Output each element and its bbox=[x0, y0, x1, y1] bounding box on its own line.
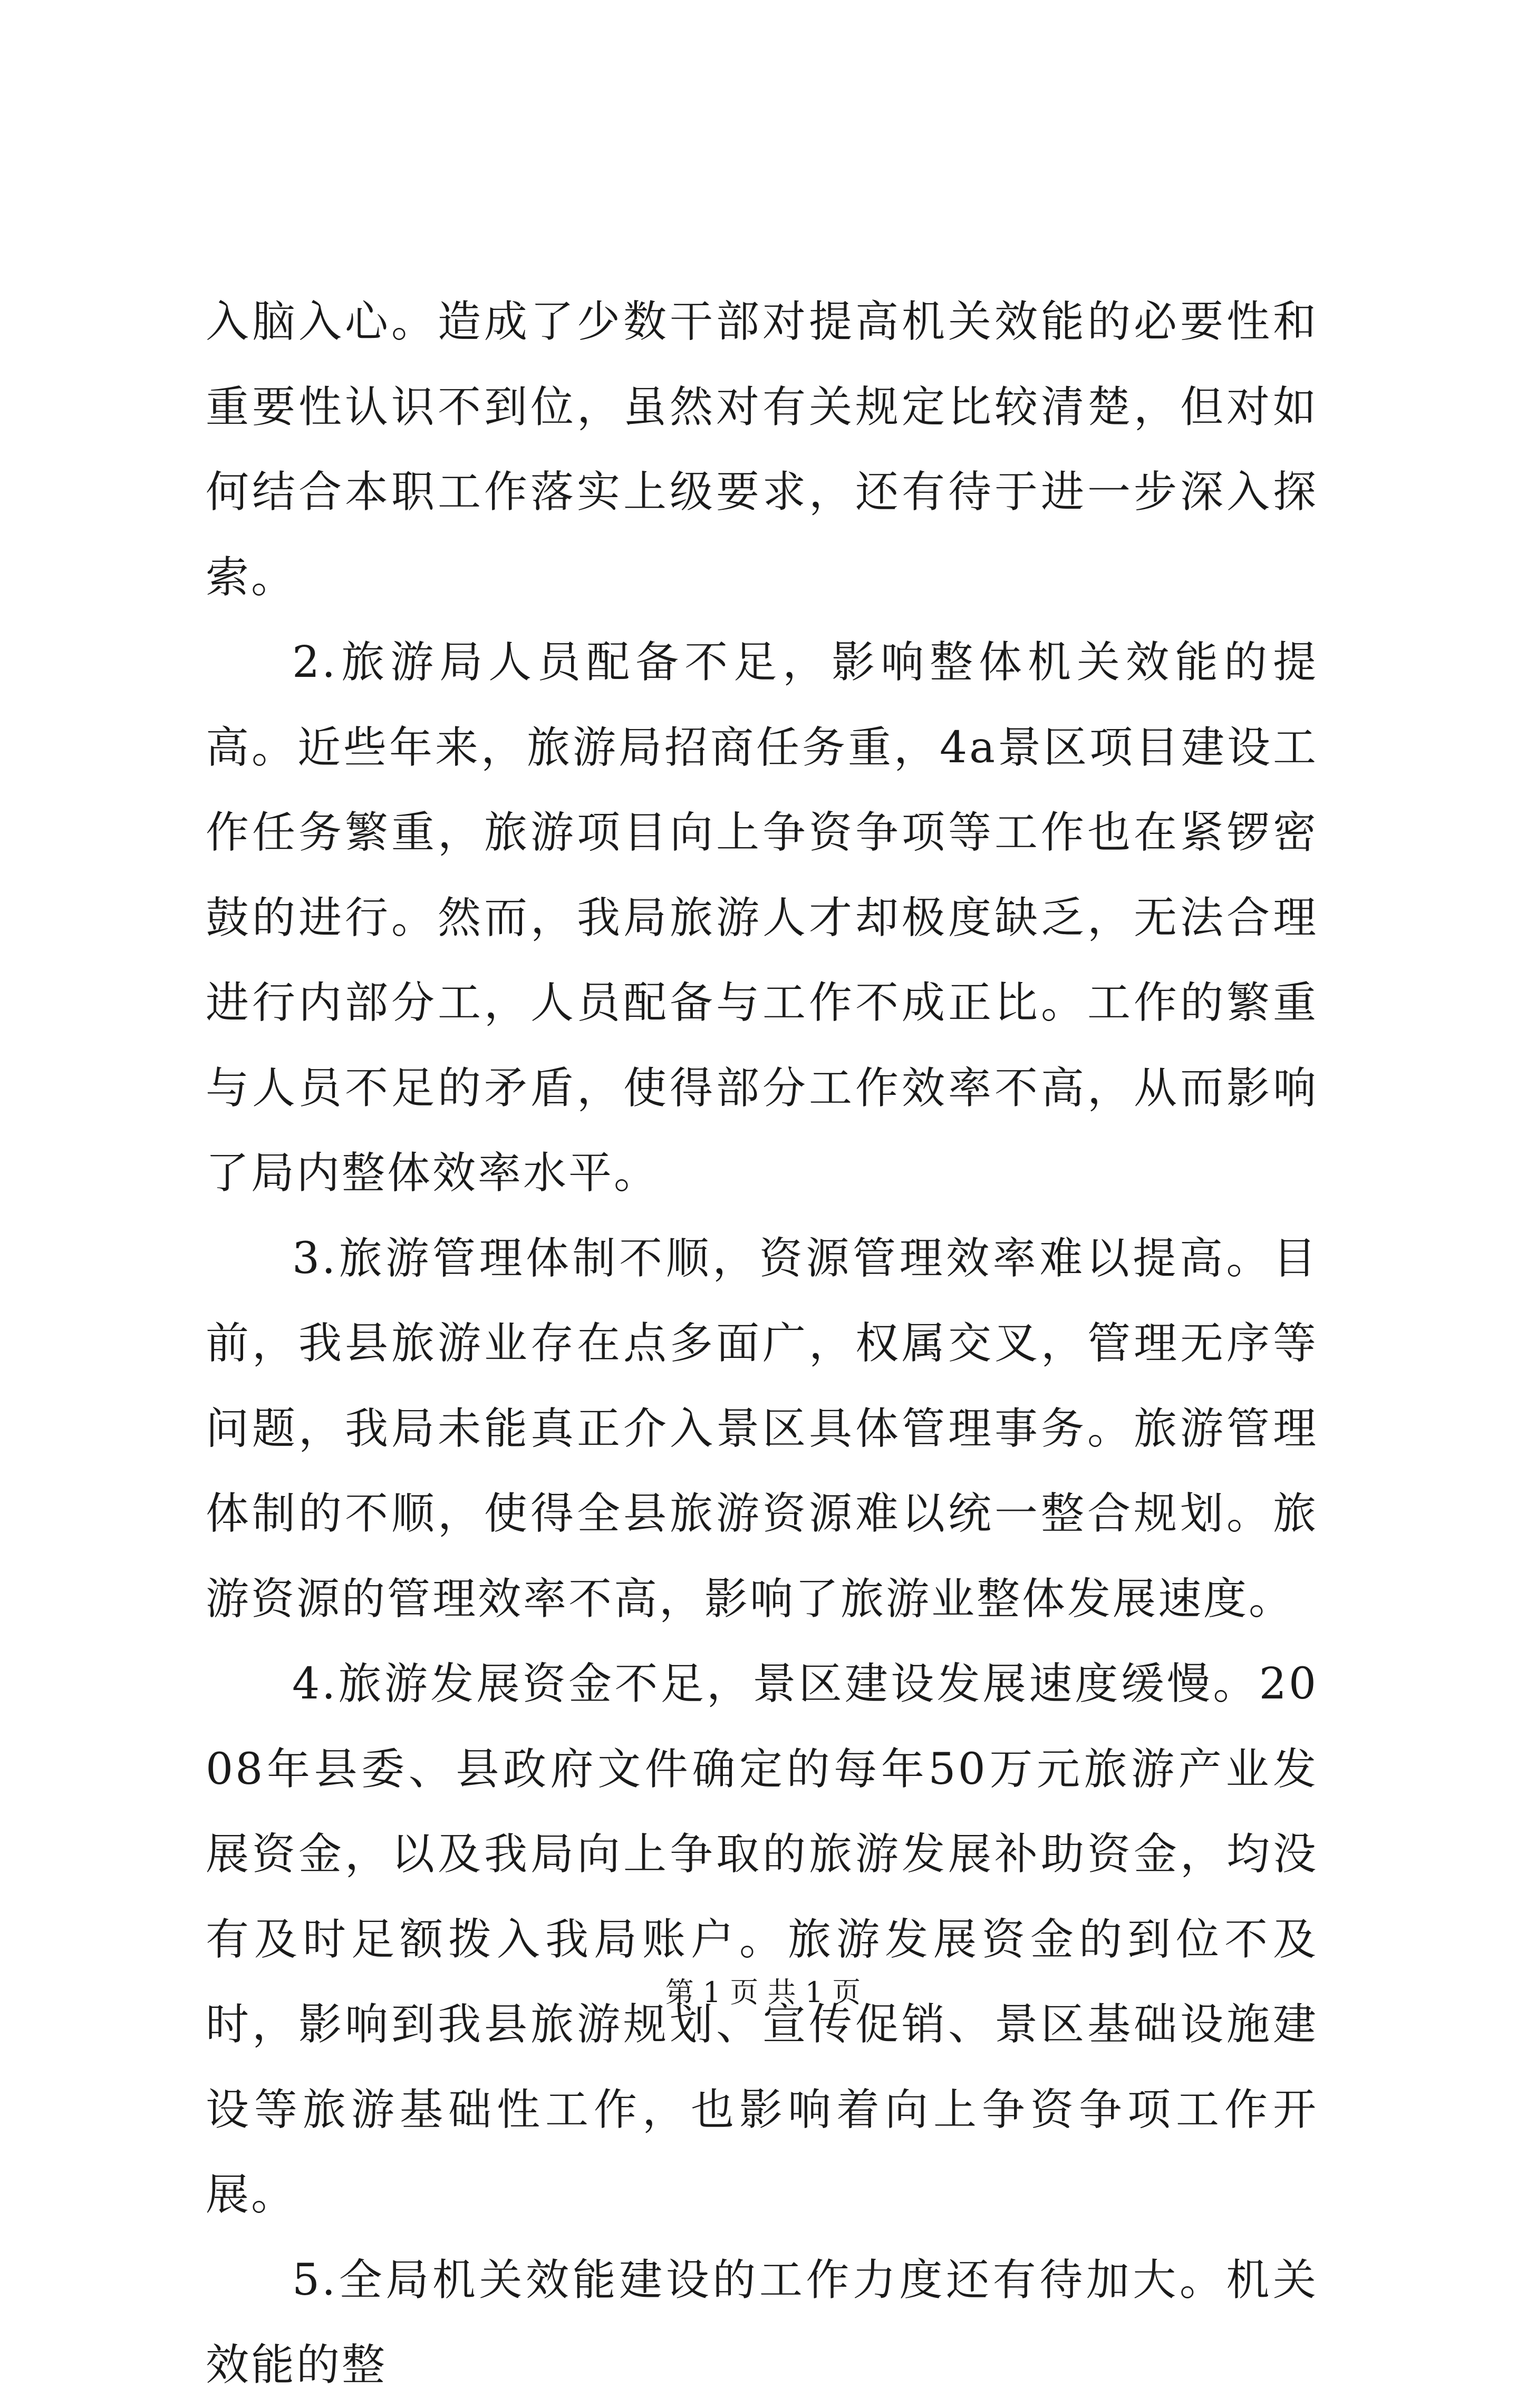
paragraph-item-2: 2.旅游局人员配备不足，影响整体机关效能的提高。近些年来，旅游局招商任务重，4a景区项目建设工作任务繁重，旅游项目向上争资争项等工作也在紧锣密鼓的进行。然而，我局旅游人才却极度缺乏，无法合理进行内部分工，人员配备与工作不成正比。工作的繁重与人员不足的矛盾，使得部分工作效率不高，从而影响了局内整体效率水平。 bbox=[206, 637, 1318, 1198]
page-number-label: 第 1 页 共 1 页 bbox=[665, 1976, 861, 2009]
paragraph-item-3: 3.旅游管理体制不顺，资源管理效率难以提高。目前，我县旅游业存在点多面广，权属交叉，管理无序等问题，我局未能真正介入景区具体管理事务。旅游管理体制的不顺，使得全县旅游资源难以统一整合规划。旅游资源的管理效率不高，影响了旅游业整体发展速度。 bbox=[206, 1233, 1318, 1624]
paragraph-continuation: 入脑入心。造成了少数干部对提高机关效能的必要性和重要性认识不到位，虽然对有关规定比较清楚，但对如何结合本职工作落实上级要求，还有待于进一步深入探索。 bbox=[206, 297, 1318, 603]
page-footer bbox=[0, 1974, 1526, 2011]
paragraph-item-5: 5.全局机关效能建设的工作力度还有待加大。机关效能的整 bbox=[206, 2255, 1318, 2390]
paragraph-item-4: 4.旅游发展资金不足，景区建设发展速度缓慢。2008年县委、县政府文件确定的每年50万元旅游产业发展资金，以及我局向上争取的旅游发展补助资金，均没有及时足额拨入我局账户。旅游发展资金的到位不及时，影响到我县旅游规划、宣传促销、景区基础设施建设等旅游基础性工作，也影响着向上争资争项工作开展。 bbox=[206, 1659, 1318, 2220]
body-text bbox=[206, 279, 1318, 2408]
